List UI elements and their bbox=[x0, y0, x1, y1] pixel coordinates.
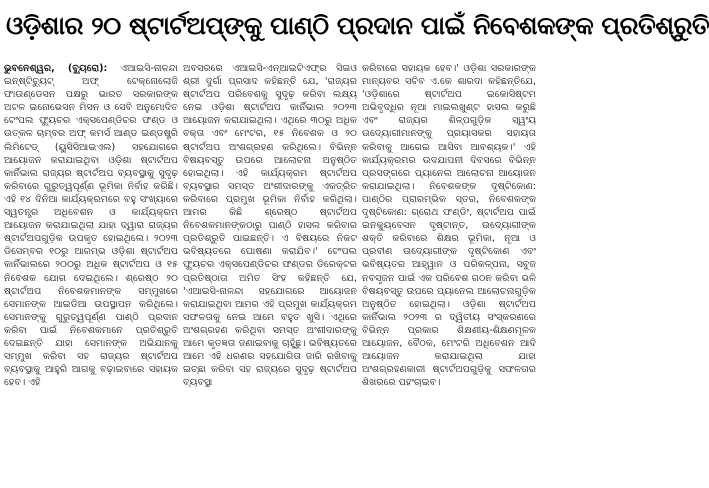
headline: ଓଡ଼ିଶାର ୨୦ ଷ୍ଟାର୍ଟଅପ୍‌ଙ୍କୁ ପାଣ୍ଠି ପ୍ରଦାନ ପାଇଁ ନିବେଶକଙ୍କ ପ୍ରତିଶ୍ରୁତି bbox=[6, 11, 709, 40]
article-column-2 bbox=[183, 62, 357, 484]
article-text-3: କରିବାରେ ସହାୟକ ହେବ।' ଓଡ଼ିଶା ସରକାରଙ୍କ ମାନ୍ୟବର ସଚିବ ଏ.କେ ଶାରଦା କହିଛନ୍ତିଯେ, 'ଓଡ଼ିଶାରେ ଷ୍ଟାର୍ଟଅପ ଇକୋସିଷ୍ଟମ ଅଭିବୃଦ୍ଧିର ନୂଆ ମାଇଲଖୁଣ୍ଟ ହାସଲ କରୁଛି ଏବଂ ରାଜ୍ୟର ଶିଳ୍ପଗୁଡ଼ିକ ସ୍ୱଂୟ ଉଦ୍ୟୋଗୀମାନଙ୍କୁ ପ୍ରୟାସକର ସହାୟତା କରିବାକୁ ଆଗେଇ ଆସିବା ଆବଶ୍ୟକ।' ଏହି କାର୍ଯ୍ୟକ୍ରମର ଉଦଯାପନୀ ଦିବସରେ ବିଭିନ୍ନ ପ୍ରସଙ୍ଗରେ ପ୍ୟାନେଲ ଆଲୋଚନା ଆୟୋଜନ କରାଯାଇଥିଲା। ନିବେଶକଙ୍କ ଦୃଷ୍ଟିକୋଣ: ପାଣ୍ଠିର ପ୍ରାରମ୍ଭିକ ସ୍ତର, ନିବେଶକଙ୍କ ଦୃଷ୍ଟିକୋଣ: ଗ୍ରୋଥ ଫଣ୍ଡିଂ, ଷ୍ଟାର୍ଟଅପ ପାଇଁ ଇନକ୍ୟୁବେସନ ଦୃଷ୍ଟାନ୍ତ, ଉଦ୍ୟୋଗୀଙ୍କ ଶକ୍ତି କରିବାରେ ଶିକ୍ଷର ଭୂମିକା, ନୂଆ ଓ ପ୍ରବୀଣ ଉଦ୍ୟୋଗୀଙ୍କ ଦୃଷ୍ଟିକୋଣ ଏବଂ ଭବିଷ୍ୟତର ଆହ୍ୱାନ ଓ ପରିକଳ୍ପନା, ସବୁଜ ନବସୃଜନ ପାଇଁ ଏକ ପରିବେଶ ଗଠନ କରିବା ଭଳି ବିଷୟବସ୍ତୁ ଉପରେ ପ୍ୟାନେଲ ଆଲୋଚନାଗୁଡ଼ିକ ଅନୁଷ୍ଠିତ ହୋଇଥିଲା। ଓଡ଼ିଶା ଷ୍ଟାର୍ଟଅପ କାର୍ନିଭାଲ ୨୦୨୩ ର ଦ୍ୱିତୀୟ ସଂସ୍କରଣରେ ବିଭିନ୍ନ ପ୍ରକାର ଶିକ୍ଷଣୀୟ-ଶିକ୍ଷଣମୂଳକ ଆୟୋଜନ, ବୈଠକ, ମେଂଟରି ଅଧିବେଶନ ଆଦି ଆୟୋଜନ କରାଯାଇଥିଲା ଯାହା ଅଂଶଗ୍ରହଣକାରୀ ଷ୍ଟାର୍ଟଅପଗୁଡ଼ିକୁ ସଫଳତାର ଶିଖରରେ ପହଂଚାଇବ। bbox=[362, 63, 536, 389]
article-body bbox=[4, 62, 536, 484]
dateline: ଭୁବନେଶ୍ୱର, (ବ୍ୟୁରୋ): bbox=[4, 63, 108, 74]
article-column-3 bbox=[362, 62, 536, 484]
article-column-1 bbox=[4, 62, 178, 484]
article-paragraph-1 bbox=[4, 62, 178, 389]
article-text-2: ଅବସରରେ ଏଆଇସି-ଏନ୍‌ଆଇଟିଏଫ୍‌ର ସିଇଓ ଶ୍ରୀ ଦୁର୍ଗା ପ୍ରସାଦ କହିଛନ୍ତି ଯେ, 'ରାଜ୍ୟର ଷ୍ଟାର୍ଟଅପ ପରିବେଶକୁ ସୁଦୃଢ଼ କରିବା ଲକ୍ଷ୍ୟ ନେଇ ଓଡ଼ିଶା ଷ୍ଟାର୍ଟଅପ କାର୍ନିଭାଲ ୨୦୨୩ ଆୟୋଜନ କରାଯାଇଥିଲା। ଏଥିରେ ୩୦ରୁ ଅଧିକ ବକ୍ତା ଏବଂ ମେଂଟର, ୧୫ ନିବେଶକ ଓ ୨୦ ଷ୍ଟାର୍ଟଅପ ଅଂଶଗ୍ରହଣ କରିଥିଲେ। ବିଭିନ୍ନ ବିଷୟବସ୍ତୁ ଉପରେ ଆଲୋଚନା ଅନୁଷ୍ଠିତ ହୋଇଥିଲା। ଏହି କାର୍ଯ୍ୟକ୍ରମ ଷ୍ଟାର୍ଟଅପ ବ୍ୟବସ୍ଥାର ସମସ୍ତ ଅଂଶୀଦାରଙ୍କୁ ଏକତ୍ରିତ କରିବାରେ ପ୍ରମୁଖ ଭୂମିକା ନିର୍ବାହ କରିଥିଲା। ଆମର କିଛି ଶ୍ରେଷ୍ଠ ଷ୍ଟାର୍ଟଅପ ନିବେଶକମାନଙ୍କଠାରୁ ପାଣ୍ଠି ହାସଲ କରିବାର ପ୍ରତିଶ୍ରୁତି ପାଇଛନ୍ତି। ଏ ବିଷୟରେ ନିକଟ ଭବିଷ୍ୟତରେ ଘୋଷଣା କରାଯିବ।' ଟେଂପଲ ଫ୍ୟୁଚର ଏକ୍ସପେଣ୍ଡିଚର ଫଣ୍ଡର ଡିରେକ୍ଟର ପ୍ରତିଷ୍ଠାତା ଅମିତ ସିଂହ କହିଛନ୍ତି ଯେ, 'ଏଆଇସି-ନାଳନ୍ଦା ସହଯୋଗରେ ଆୟୋଜନ କରାଯାଇଥିବା ଆମର ଏହି ପ୍ରମୁଖ କାର୍ଯ୍ୟକ୍ରମ ସଫଳତାକୁ ନେଇ ଆମେ ବହୁତ ଖୁସି। ଏଥିରେ ଅଂଶଗ୍ରହଣ କରିଥିବା ସମସ୍ତ ଅଂଶୀଦାରଙ୍କୁ ଆମେ କୃତଜ୍ଞତା ଜଣାଇବାକୁ ଚାହୁଁଛୁ। ଭବିଷ୍ୟତରେ ଆମେ ଏହି ଧରଣର ସହଯୋଗିତା ଜାରି ରଖିବାକୁ ଇଚ୍ଛା କରିବା ସହ ରାଜ୍ୟରେ ସୁଦୃଢ଼ ଷ୍ଟାର୍ଟଅପ ବ୍ୟବସ୍ଥା bbox=[183, 63, 357, 389]
article-text-1: ଏଆଇସି-ନାଳନ୍ଦା ଇନ୍‌ଷ୍ଟିଚ୍ୟୁଟ୍ ଅଫ୍ ଟେକ୍‌ନୋଲୋଜି ଫାଉଣ୍ଡେସନ ପକ୍ଷରୁ ଭାରତ ସରକାରଙ୍କ ଅଟଳ ଇନୋଭେସନ ମିସନ ଓ ସେବି ଅନୁମୋଦିତ ଟେଂପଲ ଫ୍ୟୁଚର ଏକ୍ସପେଣ୍ଡିଚର ଫଣ୍ଡ ଓ ଉତ୍କଳ ଚାମ୍ବର ଅଫ୍ କମର୍ସ ଆଣ୍ଡ ଇଣ୍ଡଷ୍ଟ୍ରି ଲିମିଟେଡ୍ (ୟୁସିସିଆଇଏଲ) ସହଯୋଗରେ ଆୟୋଜନ କରାଯାଇଥିବା ଓଡ଼ିଶା ଷ୍ଟାର୍ଟଅପ କାର୍ନିଭାଲ ରାଜ୍ୟର ଷ୍ଟାର୍ଟଅପ ବ୍ୟବସ୍ଥାକୁ ସୁଦୃଢ଼ କରିବାରେ ଗୁରୁତ୍ୱପୂର୍ଣ୍ଣ ଭୂମିକା ନିର୍ବାହ କରିଛି। ଏହି ୧୪ ଦିନିଆ କାର୍ଯ୍ୟକ୍ରମରେ ବହୁ ସଂଖ୍ୟାରେ ସ୍ୱତନ୍ତ୍ର ଅଧିବେଶନ ଓ କାର୍ଯ୍ୟକ୍ରମ ଆୟୋଜନ କରାଯାଇଥିଲା ଯାହା ଦ୍ୱାରା ରାଜ୍ୟର ଷ୍ଟାର୍ଟଅପଗୁଡ଼ିକ ଉପକୃତ ହୋଇଥିଲେ। ୨୦୨୩ ଡିସେମ୍ବର ୧୦ରୁ ଆରମ୍ଭ ଓଡ଼ିଶା ଷ୍ଟାର୍ଟଅପ କାର୍ନିଭାଲରେ ୨୦୦ରୁ ଅଧିକ ଷ୍ଟାର୍ଟଅପ ଓ ୧୫ ନିବେଶକ ଯୋଗ ଦେଇଥିଲେ। ଶ୍ରେଷ୍ଠ ୨୦ ଷ୍ଟାର୍ଟଅପ ନିବେଶକମାନଙ୍କ ସମ୍ମୁଖରେ ସେମାନଙ୍କ ଆଇଡିଆ ଉପସ୍ଥାପନ କରିଥିଲେ। ସେମାନଙ୍କୁ ଗୁରୁତ୍ୱପୂର୍ଣ୍ଣ ପାଣ୍ଠି ପ୍ରଦାନ କରିବା ପାଇଁ ନିବେଶକମାନେ ପ୍ରତିଶ୍ରୁତି ଦେଇଛନ୍ତି ଯାହା ସେମାନଙ୍କ ଅଭିଯାନକୁ ସମ୍ମୁଖ କରିବା ସହ ରାଜ୍ୟର ଷ୍ଟାର୍ଟଅପ ବ୍ୟବସ୍ଥାକୁ ଆହୁରି ଆଗକୁ ବଢ଼ାଇବାରେ ସହାୟକ ହେବ। ଏହି bbox=[4, 63, 178, 389]
